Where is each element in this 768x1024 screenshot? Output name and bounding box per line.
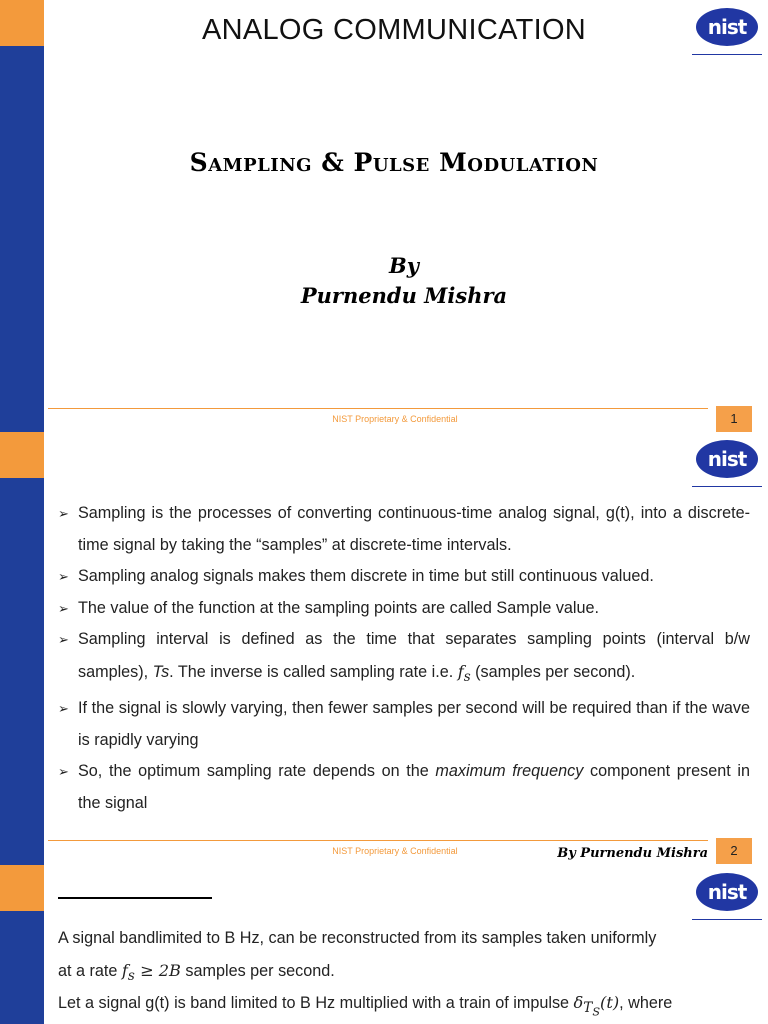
- logo-text: nist: [696, 8, 758, 46]
- footer-text: NIST Proprietary & Confidential: [332, 846, 458, 856]
- slide-subtitle: Sampling & Pulse Modulation: [189, 148, 599, 177]
- arrow-bullet-icon: ➢: [58, 600, 69, 616]
- arrow-bullet-icon: ➢: [58, 764, 69, 780]
- list-item: ➢ The value of the function at the sampling points are called Sample value.: [58, 593, 750, 625]
- nist-logo: [696, 440, 760, 488]
- slide-2: [0, 432, 768, 865]
- list-item: ➢ Sampling is the processes of converting continuous-time analog signal, g(t), into a discrete-time signal by taking the “samples” at discrete-time intervals.: [58, 498, 750, 561]
- orange-accent-block: [0, 865, 44, 911]
- footer-text: NIST Proprietary & Confidential: [332, 414, 458, 424]
- list-item: ➢ Sampling analog signals makes them discrete in time but still continuous valued.: [58, 561, 750, 593]
- list-item: ➢ Sampling interval is defined as the time that separates sampling points (interval b/w samples), Ts. The inverse is called sampling rate i.e. $f_s$ (samples per second).: [58, 624, 750, 693]
- heading-underline: [58, 897, 212, 899]
- left-accent-bar: [0, 432, 44, 865]
- list-item: ➢ If the signal is slowly varying, then fewer samples per second will be required than if the wave is rapidly varying: [58, 693, 750, 756]
- paragraph-line: at a rate $f_s \ge 2B$ samples per second.: [58, 961, 335, 985]
- slide-1: [0, 0, 768, 432]
- list-item: ➢ So, the optimum sampling rate depends on the maximum frequency component present in the signal: [58, 756, 750, 819]
- left-accent-bar: [0, 865, 44, 1024]
- footer-divider: [48, 840, 708, 841]
- byline: By Purnendu Mishra: [557, 846, 708, 861]
- page-number: 2: [716, 838, 752, 864]
- logo-text: nist: [696, 440, 758, 478]
- page-title: ANALOG COMMUNICATION: [201, 14, 587, 46]
- logo-text: nist: [696, 873, 758, 911]
- footer-divider: [48, 408, 708, 409]
- paragraph-line: Let a signal g(t) is band limited to B Hz multiplied with a train of impulse $\delta_{T_S}(t)$, where: [58, 993, 673, 1019]
- paragraph-line: A signal bandlimited to B Hz, can be reconstructed from its samples taken uniformly: [58, 929, 657, 947]
- bullet-list: [58, 498, 750, 819]
- arrow-bullet-icon: ➢: [58, 632, 69, 647]
- arrow-bullet-icon: ➢: [58, 506, 69, 521]
- author-name: Purnendu Mishra: [300, 283, 508, 308]
- arrow-bullet-icon: ➢: [58, 569, 69, 584]
- nist-logo: [696, 873, 760, 921]
- arrow-bullet-icon: ➢: [58, 701, 69, 717]
- orange-accent-block: [0, 0, 44, 46]
- slide-3: [0, 865, 768, 1024]
- orange-accent-block: [0, 432, 44, 478]
- by-label: By: [389, 253, 419, 278]
- left-accent-bar: [0, 0, 44, 432]
- page-number: 1: [716, 406, 752, 432]
